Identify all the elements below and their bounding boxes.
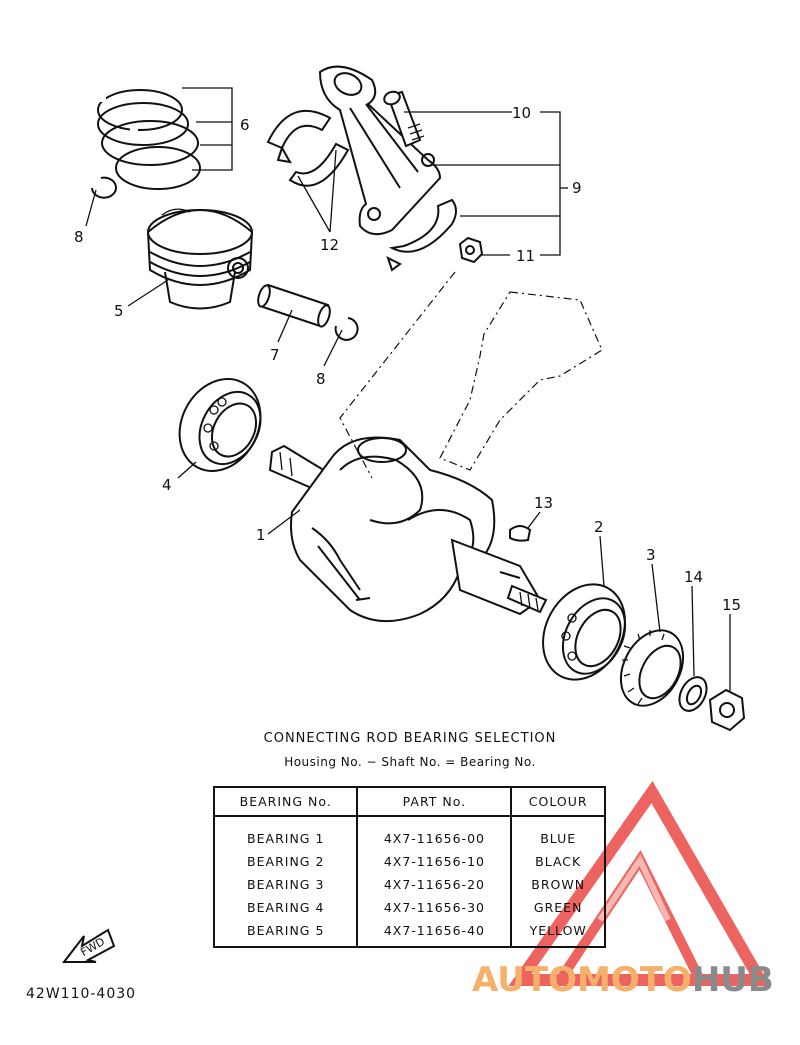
table-cell: 4X7-11656-10 bbox=[357, 850, 511, 873]
crank-nut bbox=[710, 690, 744, 730]
callout-4: 4 bbox=[162, 476, 172, 494]
table-row bbox=[214, 896, 605, 919]
circlip-upper bbox=[92, 178, 116, 198]
watermark-text bbox=[472, 960, 774, 1000]
callout-1: 1 bbox=[256, 526, 266, 544]
selection-title: CONNECTING ROD BEARING SELECTION bbox=[263, 731, 557, 746]
selection-formula: Housing No. − Shaft No. = Bearing No. bbox=[284, 755, 536, 769]
column-header: BEARING No. bbox=[214, 787, 357, 816]
fwd-label: FWD bbox=[78, 934, 108, 960]
column-header: PART No. bbox=[357, 787, 511, 816]
woodruff-key bbox=[510, 526, 530, 541]
callout-9: 9 bbox=[572, 179, 582, 197]
callout-8-upper: 8 bbox=[74, 228, 84, 246]
piston-rings bbox=[98, 90, 200, 189]
table-cell: 4X7-11656-30 bbox=[357, 896, 511, 919]
table-cell: BEARING 5 bbox=[247, 923, 325, 938]
callout-3: 3 bbox=[646, 546, 656, 564]
callout-6: 6 bbox=[240, 116, 250, 134]
callout-15: 15 bbox=[722, 596, 742, 614]
piston bbox=[148, 209, 252, 308]
table-cell: BEARING 3 bbox=[247, 877, 325, 892]
table-header-row bbox=[214, 787, 605, 816]
table-cell: 4X7-11656-40 bbox=[357, 919, 511, 947]
watermark-text-part2: HUB bbox=[691, 960, 774, 1000]
left-bearing bbox=[164, 365, 276, 485]
column-header: COLOUR bbox=[511, 787, 605, 816]
table-cell: BEARING 2 bbox=[247, 854, 325, 869]
table-cell: 4X7-11656-20 bbox=[357, 873, 511, 896]
callout-10: 10 bbox=[512, 104, 532, 122]
callout-8-lower: 8 bbox=[316, 370, 326, 388]
table-row bbox=[214, 919, 605, 947]
diagram-code: 42W110-4030 bbox=[26, 986, 137, 1002]
table-cell: 4X7-11656-00 bbox=[357, 816, 511, 850]
table-cell: YELLOW bbox=[511, 919, 605, 947]
washer bbox=[674, 672, 712, 715]
table-cell: BEARING 1 bbox=[247, 831, 325, 846]
callout-7: 7 bbox=[270, 346, 280, 364]
table-row bbox=[214, 850, 605, 873]
table-cell: BLACK bbox=[511, 850, 605, 873]
callout-13: 13 bbox=[534, 494, 554, 512]
callout-5: 5 bbox=[114, 302, 124, 320]
piston-pin bbox=[256, 284, 332, 328]
rod-nut bbox=[460, 238, 482, 262]
fwd-arrow bbox=[64, 930, 114, 962]
table-cell: GREEN bbox=[511, 896, 605, 919]
phantom-rod-outline bbox=[440, 292, 602, 470]
bearing-selection-table bbox=[213, 786, 606, 948]
callout-14: 14 bbox=[684, 568, 704, 586]
callout-12: 12 bbox=[320, 236, 340, 254]
table-row bbox=[214, 816, 605, 850]
table-cell: BEARING 4 bbox=[247, 900, 325, 915]
bearing-shells bbox=[268, 111, 348, 186]
crankshaft bbox=[270, 438, 546, 622]
callout-2: 2 bbox=[594, 518, 604, 536]
table-cell: BLUE bbox=[511, 816, 605, 850]
table-row bbox=[214, 873, 605, 896]
callout-11: 11 bbox=[516, 247, 536, 265]
watermark-text-part1: AUTOMOTO bbox=[472, 960, 692, 1000]
table-cell: BROWN bbox=[511, 873, 605, 896]
